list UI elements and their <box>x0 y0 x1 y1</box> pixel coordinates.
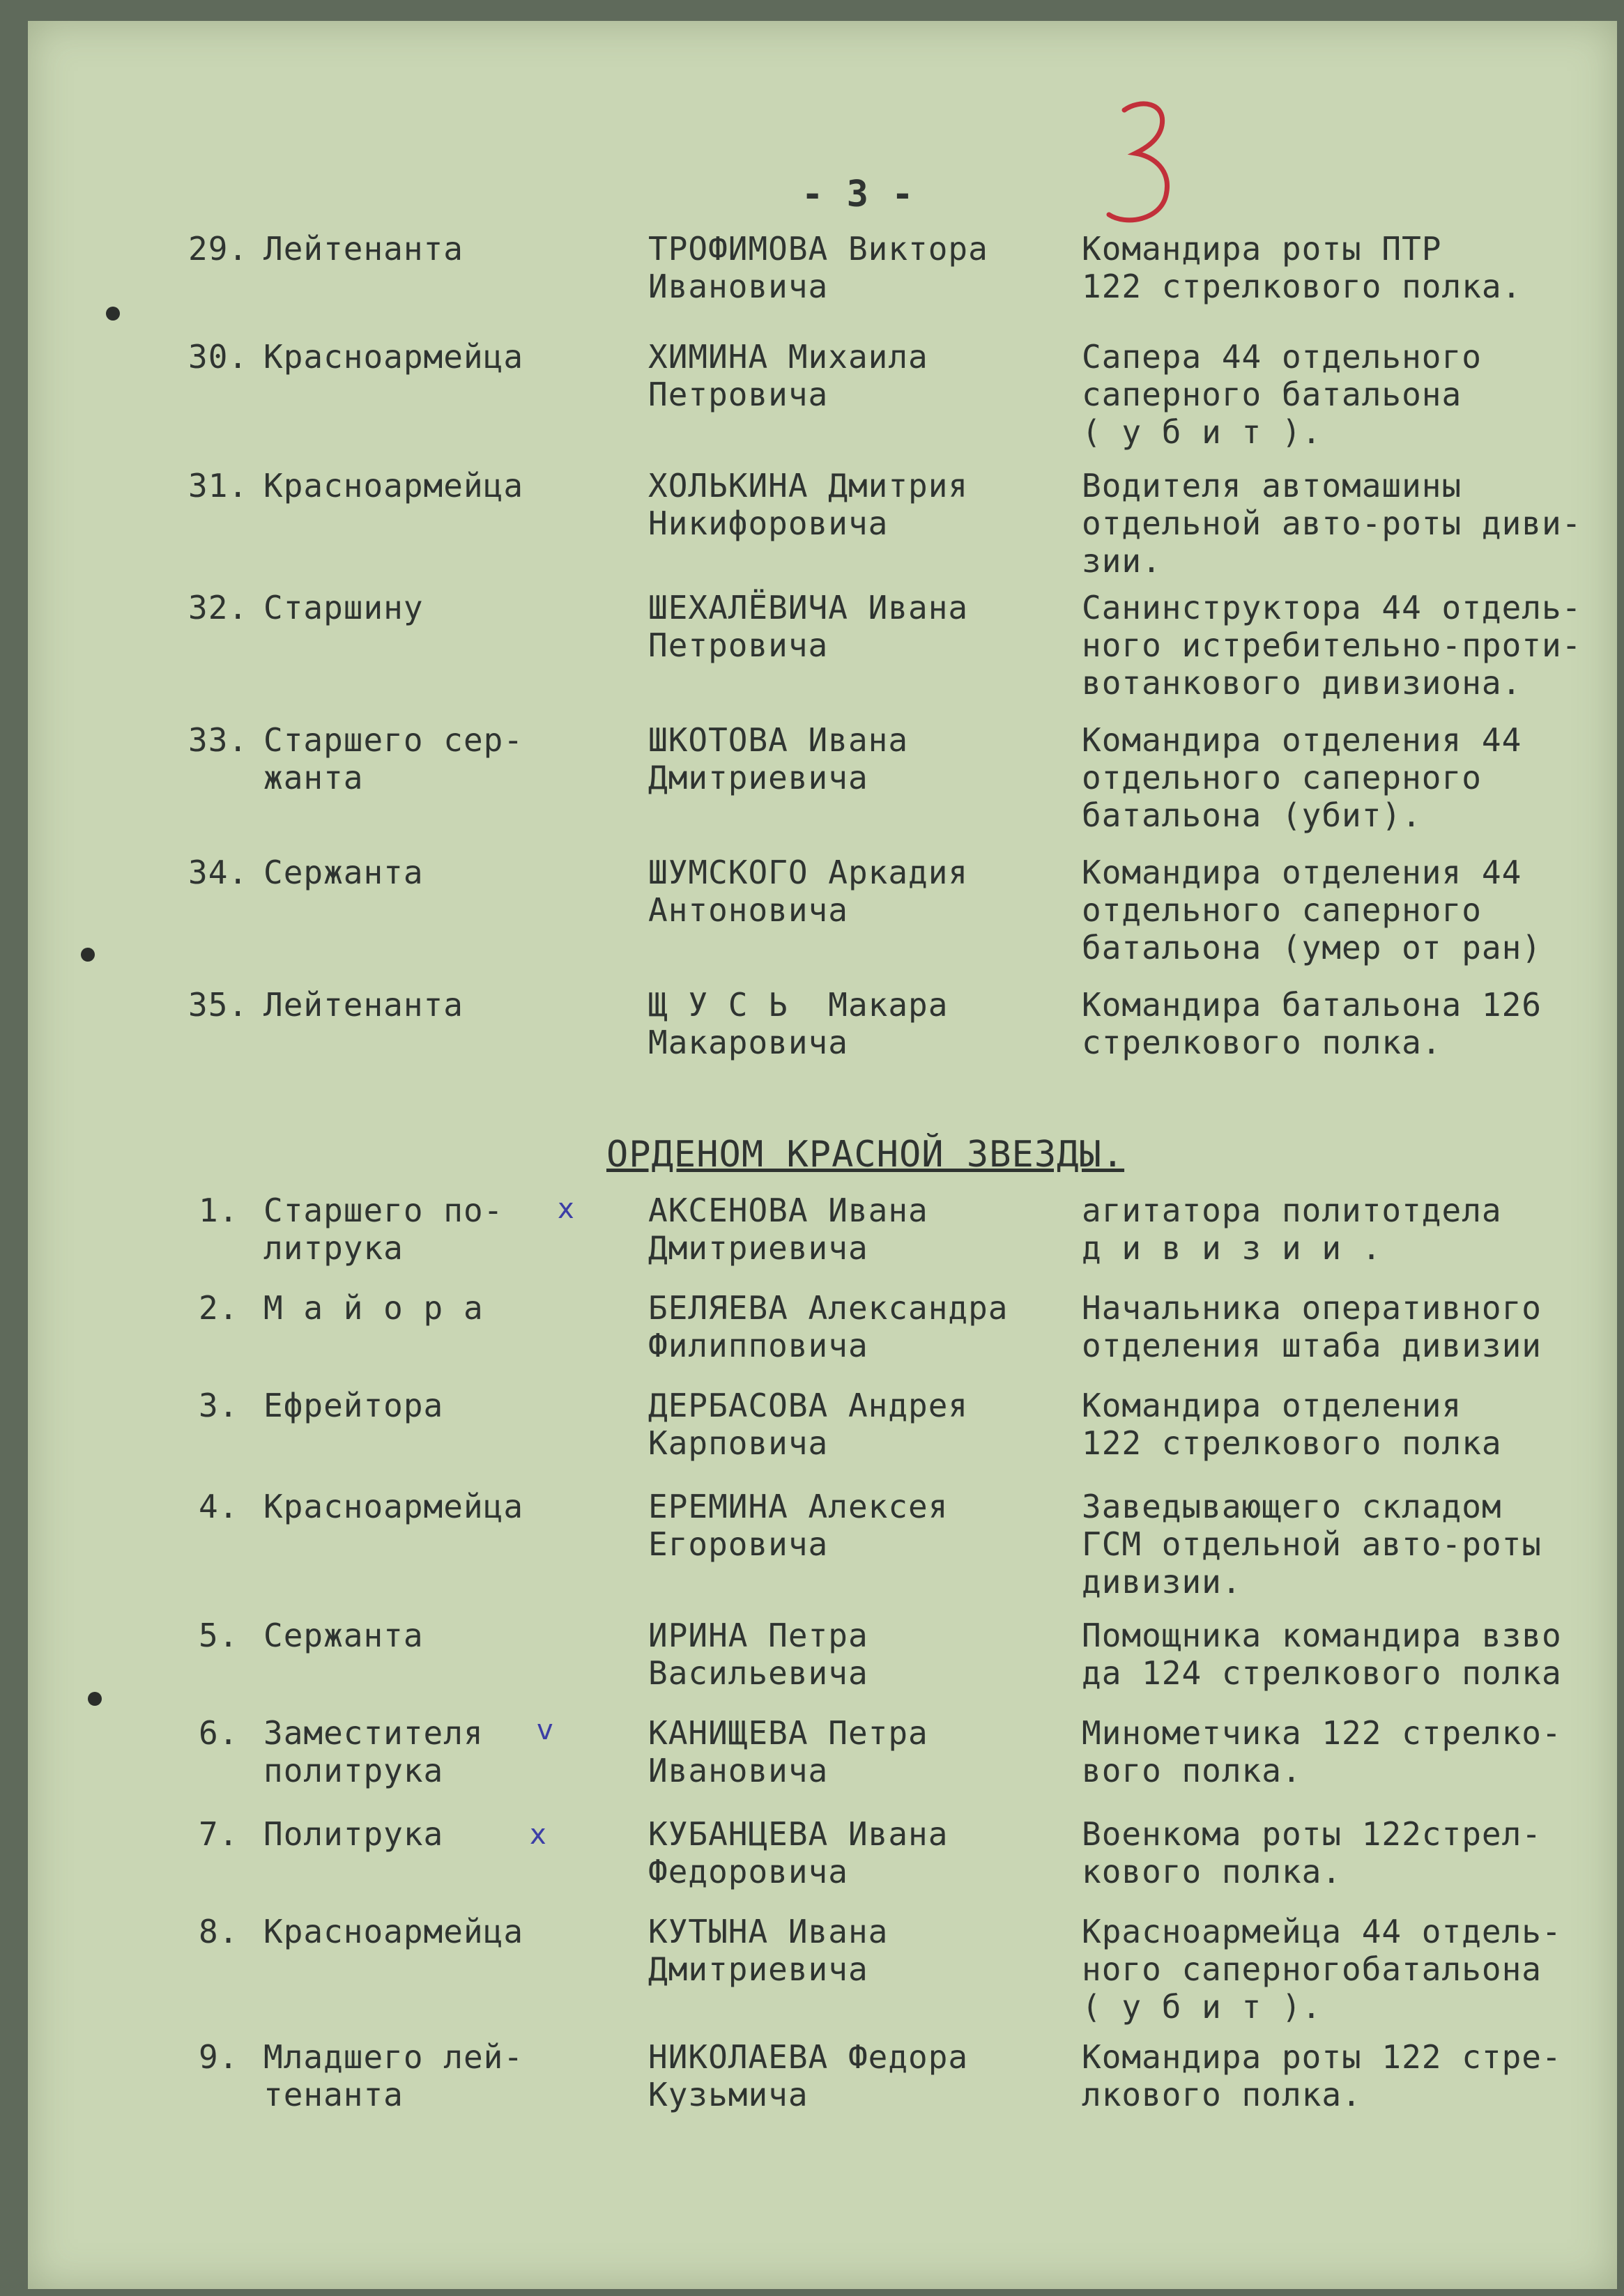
entry-name: ШУМСКОГО Аркадия <box>648 854 969 891</box>
punch-hole <box>106 307 120 321</box>
entry-unit: Красноармейца 44 отдель- <box>1082 1913 1562 1950</box>
entry-unit: зии. <box>1082 542 1162 580</box>
entry-number: 34. <box>188 854 249 891</box>
entry-name: Щ У С Ь Макара <box>648 986 949 1024</box>
entry-unit: д и в и з и и . <box>1082 1229 1382 1267</box>
entry-name: Егоровича <box>648 1525 829 1563</box>
entry-number: 8. <box>199 1913 239 1950</box>
archival-document-page <box>28 21 1617 2289</box>
entry-rank: Старшину <box>263 589 424 626</box>
entry-name: ИРИНА Петра <box>648 1617 868 1654</box>
entry-rank: Красноармейца <box>263 338 524 376</box>
entry-unit: вотанкового дивизиона. <box>1082 664 1522 702</box>
entry-number: 3. <box>199 1387 239 1424</box>
entry-name: Дмитриевича <box>648 1229 868 1267</box>
entry-unit: Помощника командира взво <box>1082 1617 1562 1654</box>
entry-unit: батальона (убит). <box>1082 796 1422 834</box>
entry-unit: Командира роты 122 стре- <box>1082 2038 1562 2076</box>
entry-name: ЕРЕМИНА Алексея <box>648 1488 949 1525</box>
entry-rank: Красноармейца <box>263 1488 524 1525</box>
entry-rank: Младшего лей- <box>263 2038 524 2076</box>
entry-unit: да 124 стрелкового полка <box>1082 1654 1562 1692</box>
entry-name: Ивановича <box>648 268 829 305</box>
entry-rank: Сержанта <box>263 1617 424 1654</box>
entry-name: Петровича <box>648 376 829 413</box>
entry-name: НИКОЛАЕВА Федора <box>648 2038 969 2076</box>
entry-unit: 122 стрелкового полка. <box>1082 268 1522 305</box>
entry-name: Дмитриевича <box>648 1950 868 1988</box>
entry-name: Петровича <box>648 626 829 664</box>
entry-unit: Командира батальона 126 <box>1082 986 1542 1024</box>
entry-name: Антоновича <box>648 891 848 929</box>
entry-rank: Заместителя <box>263 1714 484 1752</box>
entry-number: 29. <box>188 230 249 268</box>
entry-rank: Сержанта <box>263 854 424 891</box>
entry-rank: политрука <box>263 1752 444 1789</box>
entry-number: 7. <box>199 1815 239 1853</box>
entry-name: Никифоровича <box>648 504 889 542</box>
entry-name: Карповича <box>648 1424 829 1462</box>
entry-name: Филипповича <box>648 1327 868 1364</box>
entry-unit: Минометчика 122 стрелко- <box>1082 1714 1562 1752</box>
entry-rank: Старшего по- <box>263 1192 504 1229</box>
entry-unit: Заведывающего складом <box>1082 1488 1502 1525</box>
margin-check-mark: x <box>530 1819 546 1851</box>
entry-rank: тенанта <box>263 2076 404 2113</box>
entry-name: Васильевича <box>648 1654 868 1692</box>
entry-unit: ного саперногобатальона <box>1082 1950 1542 1988</box>
handwritten-page-number <box>1084 98 1188 237</box>
entry-unit: отделения штаба дивизии <box>1082 1327 1542 1364</box>
entry-unit: стрелкового полка. <box>1082 1024 1442 1061</box>
entry-rank: Политрука <box>263 1815 444 1853</box>
entry-number: 2. <box>199 1289 239 1327</box>
entry-name: КАНИЩЕВА Петра <box>648 1714 928 1752</box>
entry-unit: отдельной авто-роты диви- <box>1082 504 1582 542</box>
entry-name: ШКОТОВА Ивана <box>648 721 909 759</box>
entry-name: КУТЫНА Ивана <box>648 1913 889 1950</box>
entry-number: 33. <box>188 721 249 759</box>
entry-name: Федоровича <box>648 1853 848 1890</box>
entry-name: КУБАНЦЕВА Ивана <box>648 1815 949 1853</box>
entry-name: ТРОФИМОВА Виктора <box>648 230 988 268</box>
entry-unit: Командира отделения 44 <box>1082 721 1522 759</box>
entry-unit: отдельного саперного <box>1082 891 1482 929</box>
entry-rank: Лейтенанта <box>263 230 464 268</box>
entry-number: 1. <box>199 1192 239 1229</box>
entry-name: АКСЕНОВА Ивана <box>648 1192 928 1229</box>
entry-unit: агитатора политотдела <box>1082 1192 1502 1229</box>
entry-unit: ( у б и т ). <box>1082 413 1322 451</box>
entry-rank: Ефрейтора <box>263 1387 444 1424</box>
entry-number: 5. <box>199 1617 239 1654</box>
entry-unit: 122 стрелкового полка <box>1082 1424 1502 1462</box>
entry-unit: Санинструктора 44 отдель- <box>1082 589 1582 626</box>
entry-number: 4. <box>199 1488 239 1525</box>
entry-unit: Начальника оперативного <box>1082 1289 1542 1327</box>
entry-unit: Сапера 44 отдельного <box>1082 338 1482 376</box>
entry-name: ШЕХАЛЁВИЧА Ивана <box>648 589 969 626</box>
entry-rank: М а й о р а <box>263 1289 484 1327</box>
entry-number: 31. <box>188 467 249 504</box>
entry-unit: кового полка. <box>1082 1853 1342 1890</box>
margin-check-mark: x <box>558 1193 574 1225</box>
entry-rank: Лейтенанта <box>263 986 464 1024</box>
entry-unit: Командира отделения <box>1082 1387 1462 1424</box>
entry-name: Дмитриевича <box>648 759 868 796</box>
page-number: - 3 - <box>802 174 914 215</box>
entry-name: ХИМИНА Михаила <box>648 338 928 376</box>
entry-unit: ( у б и т ). <box>1082 1988 1322 2026</box>
margin-check-mark: v <box>537 1714 553 1746</box>
section-title: ОРДЕНОМ КРАСНОЙ ЗВЕЗДЫ. <box>606 1134 1125 1176</box>
entry-unit: Водителя автомашины <box>1082 467 1462 504</box>
entry-number: 30. <box>188 338 249 376</box>
entry-unit: дивизии. <box>1082 1563 1242 1601</box>
entry-number: 32. <box>188 589 249 626</box>
entry-unit: Военкома роты 122стрел- <box>1082 1815 1542 1853</box>
entry-rank: литрука <box>263 1229 404 1267</box>
entry-rank: Старшего сер- <box>263 721 524 759</box>
punch-hole <box>88 1692 102 1706</box>
entry-name: Макаровича <box>648 1024 848 1061</box>
entry-rank: Красноармейца <box>263 467 524 504</box>
entry-rank: жанта <box>263 759 364 796</box>
entry-number: 35. <box>188 986 249 1024</box>
entry-unit: саперного батальона <box>1082 376 1462 413</box>
entry-unit: ГСМ отдельной авто-роты <box>1082 1525 1542 1563</box>
entry-unit: отдельного саперного <box>1082 759 1482 796</box>
entry-unit: батальона (умер от ран) <box>1082 929 1542 966</box>
entry-unit: Командира отделения 44 <box>1082 854 1522 891</box>
entry-number: 9. <box>199 2038 239 2076</box>
entry-unit: лкового полка. <box>1082 2076 1362 2113</box>
entry-unit: вого полка. <box>1082 1752 1302 1789</box>
entry-unit: Командира роты ПТР <box>1082 230 1442 268</box>
entry-name: Ивановича <box>648 1752 829 1789</box>
entry-name: ХОЛЬКИНА Дмитрия <box>648 467 969 504</box>
entry-name: ДЕРБАСОВА Андрея <box>648 1387 969 1424</box>
entry-name: БЕЛЯЕВА Александра <box>648 1289 1009 1327</box>
entry-number: 6. <box>199 1714 239 1752</box>
punch-hole <box>81 948 95 962</box>
entry-rank: Красноармейца <box>263 1913 524 1950</box>
entry-name: Кузьмича <box>648 2076 809 2113</box>
entry-unit: ного истребительно-проти- <box>1082 626 1582 664</box>
